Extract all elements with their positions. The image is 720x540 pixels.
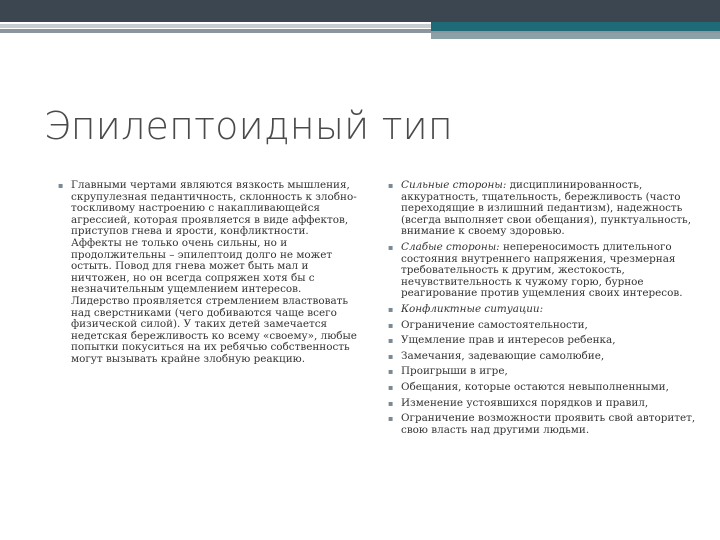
conflict-item: Проигрыши в игре, — [401, 365, 508, 378]
right-bullet-list — [388, 180, 710, 436]
left-bullet-list — [58, 180, 358, 366]
strengths-text: дисциплинированность, аккуратность, тщательность, бережливость (часто переходящие в излишний педантизм), надежность (всегда выполняет свои обещания), пунктуальность, внимание к своему здоровью. — [401, 179, 692, 238]
bullet-icon: ▪ — [388, 320, 394, 330]
left-column — [58, 180, 358, 370]
conflict-label: Конфликтные ситуации: — [401, 302, 544, 315]
list-item-weaknesses — [388, 242, 710, 300]
strengths-label: Сильные стороны: — [401, 179, 507, 191]
left-paragraph: Главными чертами являются вязкость мышления, скрупулезная педантичность, склонность к злобно-тоскливому настроению с накапливающейся агрессией, которая проявляется в виде аффектов, приступов гнева и ярости, конфликтности. Аффекты не только очень сильны, но и продолжительны – эпилептоид долго не может остыть. Повод для гнева может быть мал и ничтожен, но он всегда сопряжен хотя бы с незначительным ущемлением интересов. Лидерство проявляется стремлением властвовать над сверстниками (чего добиваются чаще всего физической силой). У таких детей замечается недетская бережливость ко всему «своему», любые попытки покуситься на их ребячью собственность могут вызывать крайне злобную реакцию. — [71, 179, 357, 365]
list-item-strengths — [388, 180, 710, 238]
bullet-icon: ▪ — [58, 181, 64, 190]
bullet-icon: ▪ — [388, 304, 394, 314]
bullet-icon: ▪ — [388, 242, 394, 252]
slide-title: Эпилептоидный тип — [44, 104, 453, 148]
conflict-item: Ограничение возможности проявить свой авторитет, свою власть над другими людьми. — [401, 412, 696, 436]
list-item — [388, 366, 710, 378]
bullet-icon: ▪ — [388, 414, 394, 424]
bullet-icon: ▪ — [388, 382, 394, 392]
list-item — [388, 398, 710, 410]
conflict-item: Замечания, задевающие самолюбие, — [401, 349, 605, 362]
bullet-icon: ▪ — [388, 398, 394, 408]
conflict-item: Изменение устоявшихся порядков и правил, — [401, 396, 649, 409]
weaknesses-label: Слабые стороны: — [401, 240, 500, 253]
list-item — [388, 335, 710, 347]
list-item — [388, 320, 710, 332]
conflict-item: Ущемление прав и интересов ребенка, — [401, 334, 616, 347]
list-item — [388, 382, 710, 394]
accent-stripe-dark — [431, 22, 720, 31]
weaknesses-text: непереносимость длительного состояния внутреннего напряжения, чрезмерная требовательность к другим, жестокость, нечувствительность к чужому горю, бурное реагирование против ущемления своих интересов. — [401, 240, 683, 300]
right-column — [388, 180, 710, 440]
bullet-icon: ▪ — [388, 351, 394, 361]
list-item — [58, 180, 358, 366]
conflict-item: Обещания, которые остаются невыполненными, — [401, 380, 669, 393]
list-item — [388, 413, 710, 436]
accent-stripe-light — [431, 33, 720, 39]
top-decoration-bar — [0, 0, 720, 22]
bullet-icon: ▪ — [388, 181, 394, 190]
list-item — [388, 351, 710, 363]
list-item-conflict — [388, 304, 710, 316]
bullet-icon: ▪ — [388, 336, 394, 346]
bullet-icon: ▪ — [388, 367, 394, 377]
conflict-item: Ограничение самостоятельности, — [401, 318, 588, 331]
